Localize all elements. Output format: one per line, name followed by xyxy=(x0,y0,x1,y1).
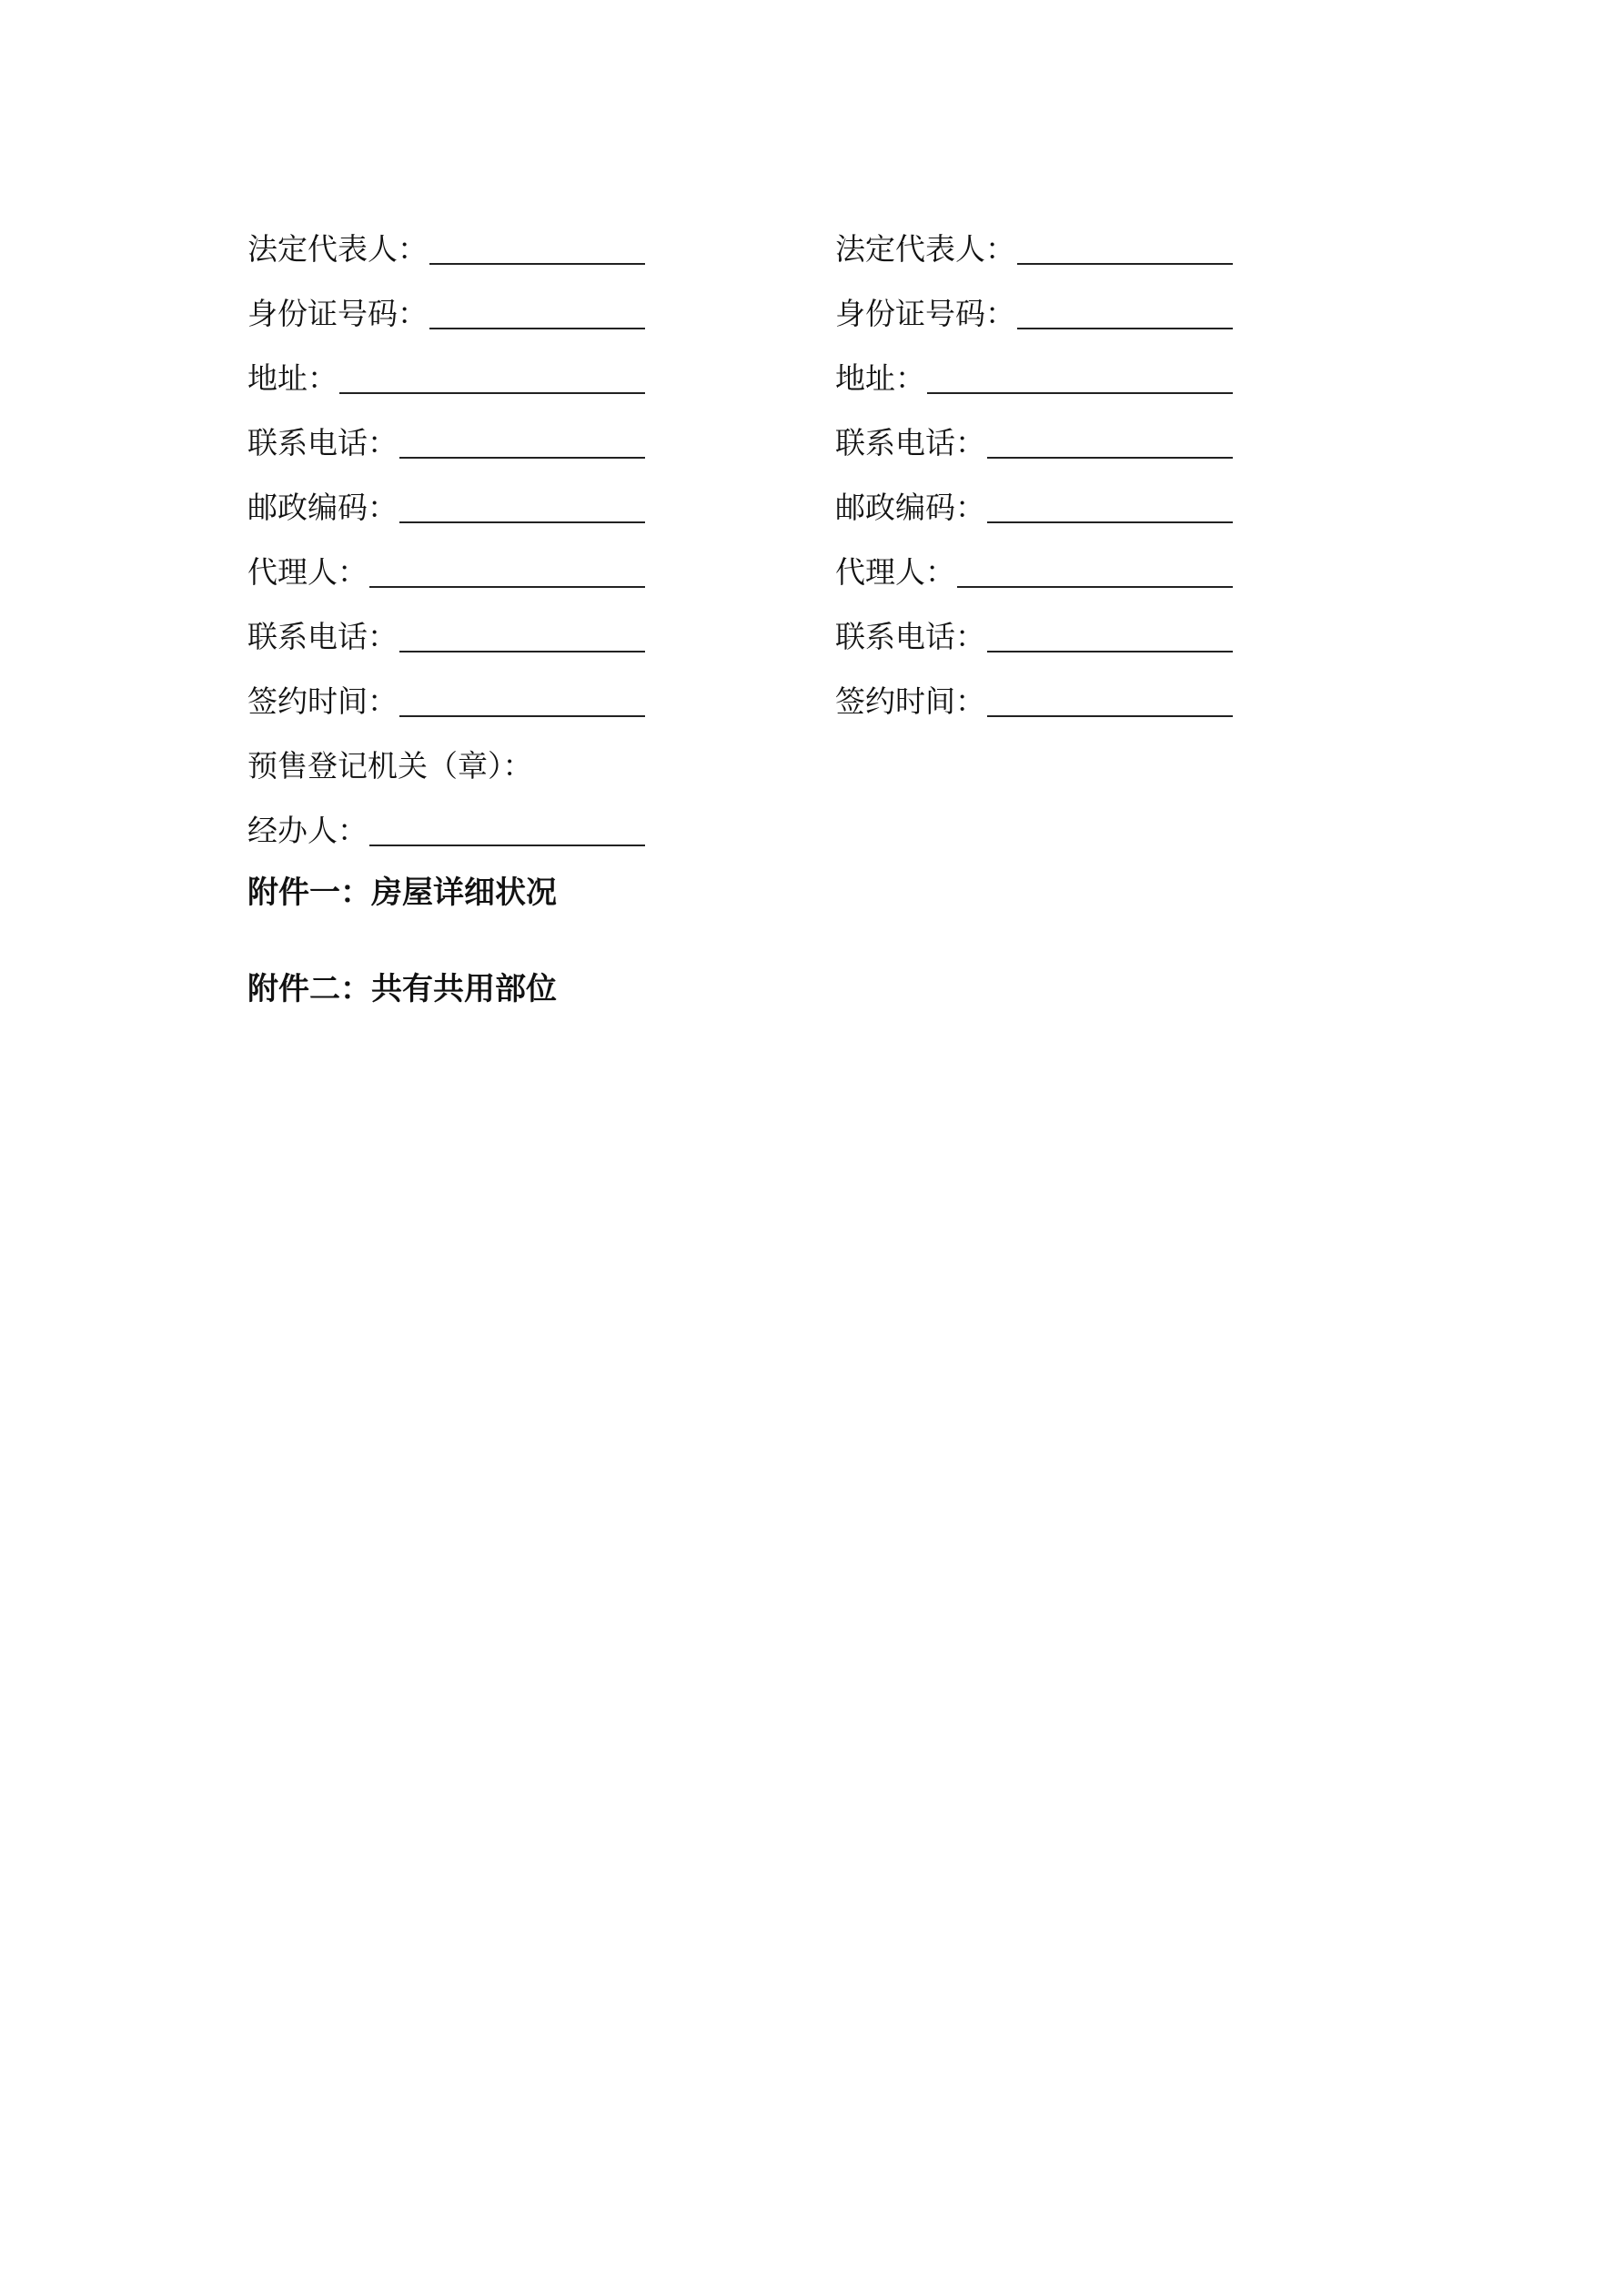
signature-field-phone xyxy=(835,400,1233,464)
field-label: 地址： xyxy=(835,360,925,396)
field-label: 联系电话： xyxy=(835,619,985,654)
field-label: 联系电话： xyxy=(247,425,398,460)
field-label: 联系电话： xyxy=(247,619,398,654)
fill-in-blank xyxy=(987,715,1233,717)
fill-in-blank xyxy=(1017,263,1233,265)
fill-in-blank xyxy=(339,392,645,394)
fill-in-blank xyxy=(369,845,645,846)
field-label: 邮政编码： xyxy=(835,490,985,525)
fill-in-blank xyxy=(399,457,645,459)
attachment-heading-1: 附件一：房屋详细状况 xyxy=(247,875,557,911)
field-label: 预售登记机关（章）： xyxy=(247,748,533,784)
field-label: 签约时间： xyxy=(835,683,985,719)
signature-field-agent xyxy=(835,529,1233,593)
field-label: 联系电话： xyxy=(835,425,985,460)
signature-field-handler xyxy=(247,787,645,852)
signature-field-signing-date xyxy=(835,658,1233,723)
signature-field-agent xyxy=(247,529,645,593)
fill-in-blank xyxy=(429,328,645,329)
signature-field-signing-date xyxy=(247,658,645,723)
fill-in-blank xyxy=(987,651,1233,652)
fill-in-blank xyxy=(927,392,1233,394)
signature-field-postal-code xyxy=(247,464,645,529)
signature-field-address xyxy=(247,335,645,400)
buyer-signature-block xyxy=(835,206,1233,723)
field-label: 邮政编码： xyxy=(247,490,398,525)
fill-in-blank xyxy=(399,521,645,523)
field-label: 身份证号码： xyxy=(835,296,1015,331)
field-label: 经办人： xyxy=(247,813,368,848)
fill-in-blank xyxy=(399,715,645,717)
signature-field-agent-phone xyxy=(835,593,1233,658)
fill-in-blank xyxy=(429,263,645,265)
field-label: 法定代表人： xyxy=(835,231,1015,267)
signature-field-id-number xyxy=(835,270,1233,335)
field-label: 代理人： xyxy=(247,554,368,590)
field-label: 身份证号码： xyxy=(247,296,428,331)
registration-authority-seal-line xyxy=(247,723,645,787)
fill-in-blank xyxy=(369,586,645,588)
attachment-heading-2: 附件二：共有共用部位 xyxy=(247,971,557,1007)
signature-field-agent-phone xyxy=(247,593,645,658)
signature-field-legal-representative xyxy=(247,206,645,270)
signature-field-address xyxy=(835,335,1233,400)
field-label: 地址： xyxy=(247,360,338,396)
fill-in-blank xyxy=(1017,328,1233,329)
fill-in-blank xyxy=(987,521,1233,523)
field-label: 法定代表人： xyxy=(247,231,428,267)
fill-in-blank xyxy=(987,457,1233,459)
signature-field-legal-representative xyxy=(835,206,1233,270)
signature-field-phone xyxy=(247,400,645,464)
fill-in-blank xyxy=(399,651,645,652)
field-label: 代理人： xyxy=(835,554,955,590)
signature-field-postal-code xyxy=(835,464,1233,529)
seller-signature-block xyxy=(247,206,645,852)
fill-in-blank xyxy=(957,586,1233,588)
signature-field-id-number xyxy=(247,270,645,335)
field-label: 签约时间： xyxy=(247,683,398,719)
attachments-list xyxy=(247,872,557,1010)
